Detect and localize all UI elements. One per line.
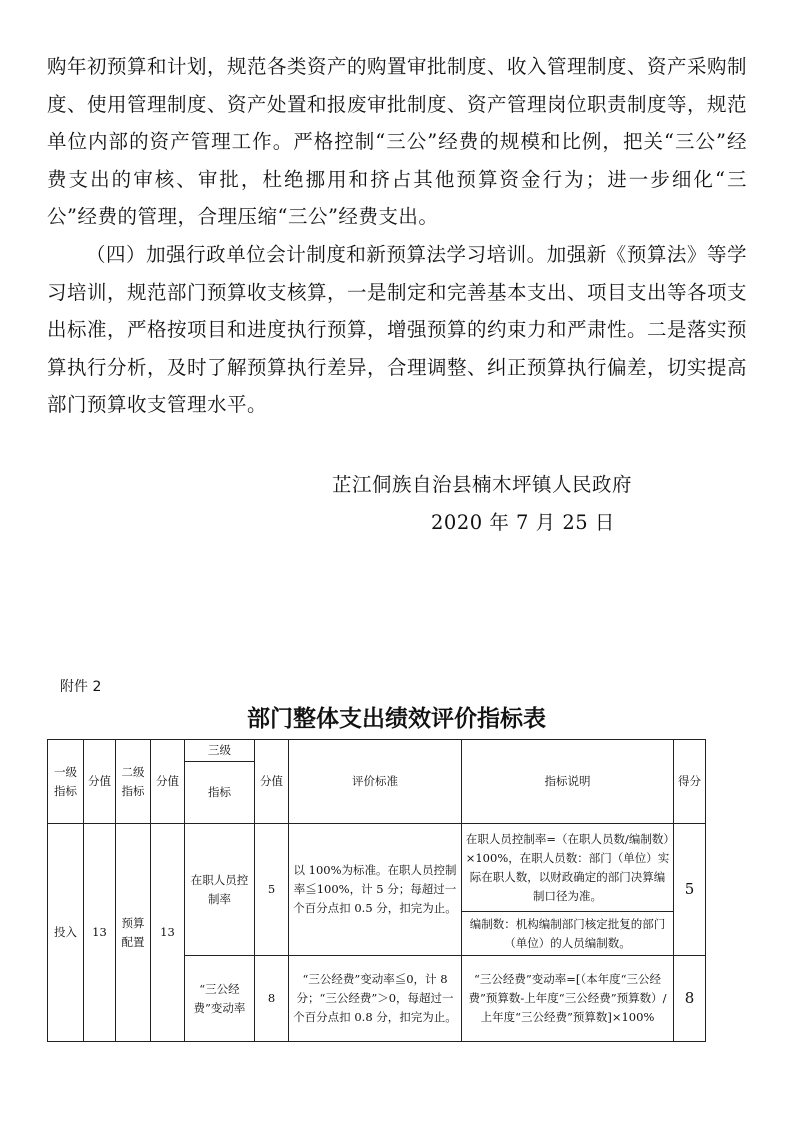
header-criteria: 评价标准 — [289, 740, 462, 824]
header-score1: 分值 — [84, 740, 116, 824]
body-paragraph-2: （四）加强行政单位会计制度和新预算法学习培训。加强新《预算法》等学习培训，规范部门预算收支核算，一是制定和完善基本支出、项目支出等各项支出标准，严格按项目和进度执行预算，增强预算的约束力和严肃性。二是落实预算执行分析，及时了解预算执行差异，合理调整、纠正预算执行偏差，切实提高部门预算收支管理水平。 — [47, 243, 748, 416]
header-level2: 二级指标 — [116, 740, 151, 824]
attachment-label: 附件 2 — [60, 679, 102, 695]
header-level3-indicator: 指标 — [185, 762, 255, 824]
group-score1: 13 — [84, 824, 116, 1042]
row1-points: 5 — [674, 824, 706, 956]
row1-explanation-note: 编制数：机构编制部门核定批复的部门（单位）的人员编制数。 — [462, 912, 674, 956]
header-explanation: 指标说明 — [462, 740, 674, 824]
table-title: 部门整体支出绩效评价指标表 — [247, 706, 546, 732]
signature-organization: 芷江侗族自治县楠木坪镇人民政府 — [332, 473, 633, 496]
row2-points: 8 — [674, 956, 706, 1042]
row1-score: 5 — [255, 824, 289, 956]
row2-explanation: “三公经费”变动率=[（本年度“三公经费”预算数-上年度“三公经费”预算数）/上年度“三公经费”预算数]×100% — [462, 956, 674, 1042]
evaluation-table — [47, 739, 706, 1042]
group-score2: 13 — [151, 824, 185, 1042]
signature-date: 2020 年 7 月 25 日 — [431, 511, 615, 534]
body-paragraph-1: 购年初预算和计划，规范各类资产的购置审批制度、收入管理制度、资产采购制度、使用管理制度、资产处置和报废审批制度、资产管理岗位职责制度等，规范单位内部的资产管理工作。严格控制“三公”经费的规模和比例，把关“三公”经费支出的审核、审批，杜绝挪用和挤占其他预算资金行为；进一步细化“三公”经费的管理，合理压缩“三公”经费支出。 — [47, 55, 748, 228]
group-level1: 投入 — [48, 824, 84, 1042]
row2-criteria: “三公经费”变动率≦0，计 8 分；“三公经费”＞0，每超过一个百分点扣 0.8 分，扣完为止。 — [289, 956, 462, 1042]
header-points: 得分 — [674, 740, 706, 824]
group-level2: 预算配置 — [116, 824, 151, 1042]
row1-criteria: 以 100%为标准。在职人员控制率≦100%，计 5 分；每超过一个百分点扣 0.5 分，扣完为止。 — [289, 824, 462, 956]
row1-explanation: 在职人员控制率=（在职人员数/编制数）×100%，在职人员数：部门（单位）实际在职人数，以财政确定的部门决算编制口径为准。 — [462, 824, 674, 912]
row2-indicator: “三公经费”变动率 — [185, 956, 255, 1042]
header-level1: 一级指标 — [48, 740, 84, 824]
row1-indicator: 在职人员控制率 — [185, 824, 255, 956]
header-score2: 分值 — [151, 740, 185, 824]
row2-score: 8 — [255, 956, 289, 1042]
header-score3: 分值 — [255, 740, 289, 824]
header-level3: 三级 — [185, 740, 255, 762]
